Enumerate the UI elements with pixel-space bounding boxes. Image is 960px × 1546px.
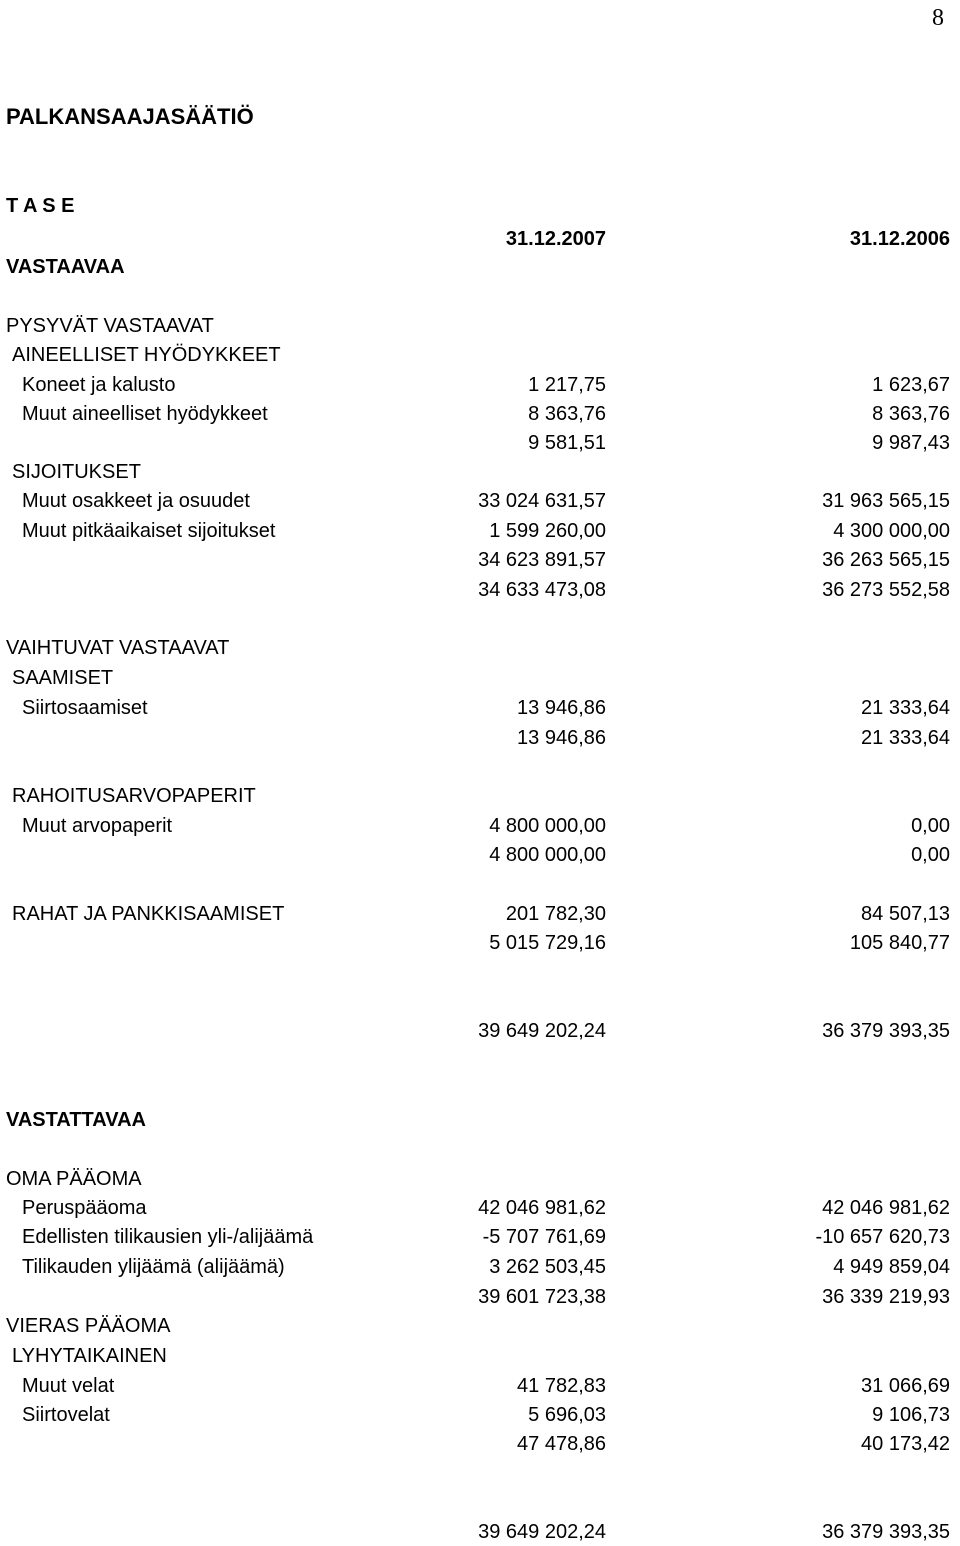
row-label: Muut arvopaperit <box>22 815 173 837</box>
grand-total-previous: 36 379 393,35 <box>822 1521 950 1543</box>
row-value-current: 1 217,75 <box>528 374 606 396</box>
subtotal-previous: 0,00 <box>911 844 950 866</box>
section-heading-assets: VASTAAVAA <box>6 256 125 278</box>
subtotal-previous: 9 987,43 <box>872 432 950 454</box>
subtotal-previous: 21 333,64 <box>861 727 950 749</box>
subtotal-current: 9 581,51 <box>528 432 606 454</box>
row-label: Muut pitkäaikaiset sijoitukset <box>22 520 276 542</box>
row-label: Tilikauden ylijäämä (alijäämä) <box>22 1256 285 1278</box>
total-current: 34 633 473,08 <box>478 579 606 601</box>
row-label: Koneet ja kalusto <box>22 374 176 396</box>
column-header-previous: 31.12.2006 <box>849 228 950 250</box>
heading-receivables: SAAMISET <box>12 667 114 689</box>
subtotal-previous: 40 173,42 <box>861 1433 950 1455</box>
row-value-current: 8 363,76 <box>528 403 606 425</box>
heading-tangible-assets: AINEELLISET HYÖDYKKEET <box>12 344 281 366</box>
row-value-current: 5 696,03 <box>528 1404 606 1426</box>
row-value-previous: 21 333,64 <box>861 697 950 719</box>
row-value-previous: 4 300 000,00 <box>833 520 950 542</box>
row-value-previous: -10 657 620,73 <box>815 1226 950 1248</box>
section-heading-liabilities: VASTATTAVAA <box>6 1109 146 1131</box>
subtotal-current: 4 800 000,00 <box>489 844 606 866</box>
heading-short-term: LYHYTAIKAINEN <box>12 1345 167 1367</box>
row-value-previous: 9 106,73 <box>872 1404 950 1426</box>
row-label: Edellisten tilikausien yli-/alijäämä <box>22 1226 314 1248</box>
row-label: Muut osakkeet ja osuudet <box>22 490 250 512</box>
heading-investments: SIJOITUKSET <box>12 461 141 483</box>
subtotal-previous: 36 263 565,15 <box>822 549 950 571</box>
subtotal-current: 39 601 723,38 <box>478 1286 606 1308</box>
row-value-previous: 31 963 565,15 <box>822 490 950 512</box>
row-value-current: 3 262 503,45 <box>489 1256 606 1278</box>
row-value-previous: 1 623,67 <box>872 374 950 396</box>
row-value-current: 41 782,83 <box>517 1375 606 1397</box>
heading-current-assets: VAIHTUVAT VASTAAVAT <box>6 637 230 659</box>
row-label: Muut aineelliset hyödykkeet <box>22 403 268 425</box>
row-value-current: 42 046 981,62 <box>478 1197 606 1219</box>
grand-total-current: 39 649 202,24 <box>478 1020 606 1042</box>
page-number: 8 <box>932 5 944 31</box>
row-label-cash: RAHAT JA PANKKISAAMISET <box>12 903 285 925</box>
subtotal-current: 34 623 891,57 <box>478 549 606 571</box>
subtotal-current: 13 946,86 <box>517 727 606 749</box>
row-value-current: -5 707 761,69 <box>482 1226 606 1248</box>
total-previous: 36 273 552,58 <box>822 579 950 601</box>
heading-debt: VIERAS PÄÄOMA <box>6 1315 171 1337</box>
row-value-current: 201 782,30 <box>505 903 606 925</box>
subtotal-current: 47 478,86 <box>517 1433 606 1455</box>
column-header-current: 31.12.2007 <box>505 228 606 250</box>
row-label: Siirtovelat <box>22 1404 110 1426</box>
row-label: Siirtosaamiset <box>22 697 148 719</box>
row-value-previous: 84 507,13 <box>861 903 950 925</box>
row-value-current: 4 800 000,00 <box>489 815 606 837</box>
row-label: Muut velat <box>22 1375 115 1397</box>
row-value-current: 33 024 631,57 <box>478 490 606 512</box>
heading-equity: OMA PÄÄOMA <box>6 1168 142 1190</box>
row-value-current: 13 946,86 <box>517 697 606 719</box>
organization-name: PALKANSAAJASÄÄTIÖ <box>6 104 254 129</box>
grand-total-current: 39 649 202,24 <box>478 1521 606 1543</box>
document-title: T A S E <box>6 195 75 217</box>
row-value-current: 1 599 260,00 <box>489 520 606 542</box>
heading-securities: RAHOITUSARVOPAPERIT <box>12 785 256 807</box>
grand-total-previous: 36 379 393,35 <box>822 1020 950 1042</box>
heading-fixed-assets: PYSYVÄT VASTAAVAT <box>6 315 214 337</box>
row-value-previous: 8 363,76 <box>872 403 950 425</box>
subtotal-previous: 36 339 219,93 <box>822 1286 950 1308</box>
total-current: 5 015 729,16 <box>489 932 606 954</box>
row-value-previous: 0,00 <box>911 815 950 837</box>
row-label: Peruspääoma <box>22 1197 147 1219</box>
total-previous: 105 840,77 <box>849 932 950 954</box>
row-value-previous: 31 066,69 <box>861 1375 950 1397</box>
row-value-previous: 42 046 981,62 <box>822 1197 950 1219</box>
row-value-previous: 4 949 859,04 <box>833 1256 950 1278</box>
